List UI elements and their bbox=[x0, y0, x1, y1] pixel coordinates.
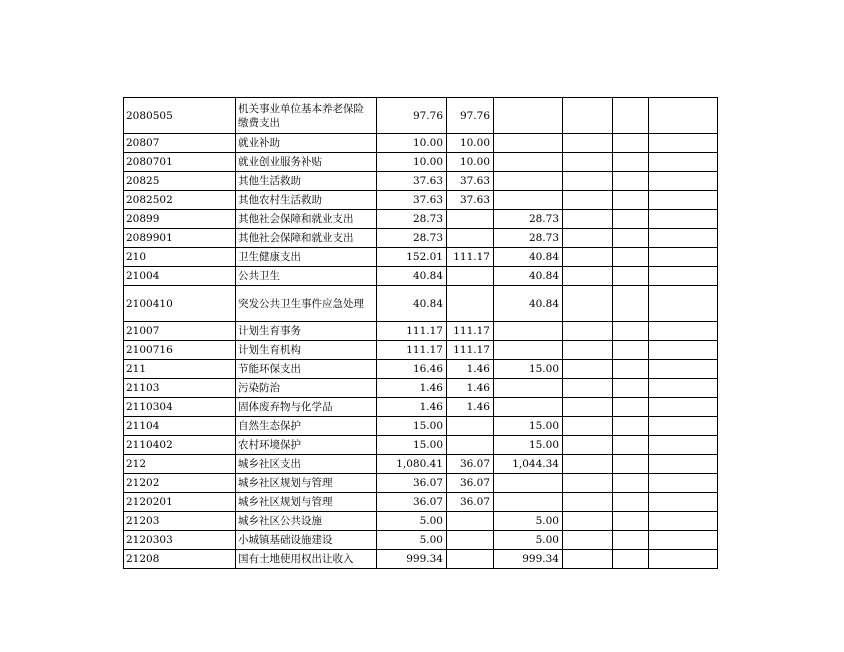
column-6-cell bbox=[563, 341, 613, 360]
column-8-cell bbox=[649, 493, 718, 512]
column-8-cell bbox=[649, 153, 718, 172]
total-amount-cell: 5.00 bbox=[377, 512, 447, 531]
table-row bbox=[124, 210, 718, 229]
total-amount-cell: 40.84 bbox=[377, 286, 447, 322]
total-amount-cell: 36.07 bbox=[377, 474, 447, 493]
project-expenditure-cell: 40.84 bbox=[494, 267, 563, 286]
account-name-cell: 农村环境保护 bbox=[236, 436, 377, 455]
total-amount-cell: 10.00 bbox=[377, 134, 447, 153]
table-row bbox=[124, 436, 718, 455]
table-row bbox=[124, 286, 718, 322]
account-code-cell: 2120201 bbox=[124, 493, 236, 512]
account-code-cell: 2080701 bbox=[124, 153, 236, 172]
table-row bbox=[124, 153, 718, 172]
account-code-cell: 21208 bbox=[124, 550, 236, 569]
total-amount-cell: 152.01 bbox=[377, 248, 447, 267]
column-8-cell bbox=[649, 417, 718, 436]
project-expenditure-cell: 40.84 bbox=[494, 286, 563, 322]
total-amount-cell: 37.63 bbox=[377, 172, 447, 191]
column-6-cell bbox=[563, 267, 613, 286]
account-code-cell: 2089901 bbox=[124, 229, 236, 248]
table-row bbox=[124, 341, 718, 360]
basic-expenditure-cell: 97.76 bbox=[447, 98, 494, 134]
column-7-cell bbox=[613, 153, 649, 172]
basic-expenditure-cell: 111.17 bbox=[447, 341, 494, 360]
column-6-cell bbox=[563, 172, 613, 191]
table-row bbox=[124, 531, 718, 550]
table-row bbox=[124, 417, 718, 436]
basic-expenditure-cell bbox=[447, 417, 494, 436]
basic-expenditure-cell: 1.46 bbox=[447, 360, 494, 379]
total-amount-cell: 10.00 bbox=[377, 153, 447, 172]
total-amount-cell: 15.00 bbox=[377, 436, 447, 455]
column-7-cell bbox=[613, 512, 649, 531]
table-row bbox=[124, 172, 718, 191]
basic-expenditure-cell: 111.17 bbox=[447, 322, 494, 341]
total-amount-cell: 16.46 bbox=[377, 360, 447, 379]
project-expenditure-cell bbox=[494, 191, 563, 210]
column-6-cell bbox=[563, 379, 613, 398]
column-7-cell bbox=[613, 134, 649, 153]
column-7-cell bbox=[613, 286, 649, 322]
column-6-cell bbox=[563, 286, 613, 322]
basic-expenditure-cell bbox=[447, 286, 494, 322]
account-code-cell: 21202 bbox=[124, 474, 236, 493]
basic-expenditure-cell bbox=[447, 436, 494, 455]
column-6-cell bbox=[563, 229, 613, 248]
account-code-cell: 20825 bbox=[124, 172, 236, 191]
table-row bbox=[124, 512, 718, 531]
project-expenditure-cell bbox=[494, 474, 563, 493]
basic-expenditure-cell: 1.46 bbox=[447, 398, 494, 417]
column-6-cell bbox=[563, 474, 613, 493]
column-6-cell bbox=[563, 134, 613, 153]
basic-expenditure-cell: 36.07 bbox=[447, 493, 494, 512]
column-7-cell bbox=[613, 436, 649, 455]
project-expenditure-cell bbox=[494, 153, 563, 172]
column-7-cell bbox=[613, 341, 649, 360]
column-7-cell bbox=[613, 267, 649, 286]
column-8-cell bbox=[649, 512, 718, 531]
project-expenditure-cell bbox=[494, 493, 563, 512]
basic-expenditure-cell: 111.17 bbox=[447, 248, 494, 267]
table-row bbox=[124, 474, 718, 493]
column-8-cell bbox=[649, 322, 718, 341]
column-8-cell bbox=[649, 172, 718, 191]
table-row bbox=[124, 134, 718, 153]
basic-expenditure-cell: 10.00 bbox=[447, 153, 494, 172]
column-8-cell bbox=[649, 341, 718, 360]
column-6-cell bbox=[563, 360, 613, 379]
total-amount-cell: 1.46 bbox=[377, 379, 447, 398]
account-code-cell: 21004 bbox=[124, 267, 236, 286]
account-name-cell: 公共卫生 bbox=[236, 267, 377, 286]
account-name-cell: 计划生育事务 bbox=[236, 322, 377, 341]
account-name-cell: 就业创业服务补贴 bbox=[236, 153, 377, 172]
project-expenditure-cell: 15.00 bbox=[494, 360, 563, 379]
account-code-cell: 210 bbox=[124, 248, 236, 267]
account-name-cell: 小城镇基础设施建设 bbox=[236, 531, 377, 550]
total-amount-cell: 1,080.41 bbox=[377, 455, 447, 474]
account-name-cell: 其他社会保障和就业支出 bbox=[236, 210, 377, 229]
column-7-cell bbox=[613, 398, 649, 417]
column-8-cell bbox=[649, 436, 718, 455]
basic-expenditure-cell: 37.63 bbox=[447, 191, 494, 210]
column-6-cell bbox=[563, 191, 613, 210]
column-8-cell bbox=[649, 550, 718, 569]
total-amount-cell: 999.34 bbox=[377, 550, 447, 569]
column-7-cell bbox=[613, 550, 649, 569]
column-6-cell bbox=[563, 322, 613, 341]
project-expenditure-cell bbox=[494, 98, 563, 134]
basic-expenditure-cell: 37.63 bbox=[447, 172, 494, 191]
column-7-cell bbox=[613, 360, 649, 379]
total-amount-cell: 15.00 bbox=[377, 417, 447, 436]
column-7-cell bbox=[613, 98, 649, 134]
column-8-cell bbox=[649, 98, 718, 134]
column-6-cell bbox=[563, 493, 613, 512]
account-code-cell: 20807 bbox=[124, 134, 236, 153]
account-code-cell: 212 bbox=[124, 455, 236, 474]
column-8-cell bbox=[649, 379, 718, 398]
column-6-cell bbox=[563, 417, 613, 436]
total-amount-cell: 111.17 bbox=[377, 322, 447, 341]
table-row bbox=[124, 360, 718, 379]
project-expenditure-cell bbox=[494, 379, 563, 398]
project-expenditure-cell bbox=[494, 134, 563, 153]
column-7-cell bbox=[613, 493, 649, 512]
basic-expenditure-cell bbox=[447, 512, 494, 531]
column-7-cell bbox=[613, 322, 649, 341]
account-code-cell: 2100716 bbox=[124, 341, 236, 360]
table-row bbox=[124, 322, 718, 341]
project-expenditure-cell: 5.00 bbox=[494, 512, 563, 531]
basic-expenditure-cell bbox=[447, 210, 494, 229]
column-8-cell bbox=[649, 398, 718, 417]
column-6-cell bbox=[563, 512, 613, 531]
total-amount-cell: 1.46 bbox=[377, 398, 447, 417]
basic-expenditure-cell: 36.07 bbox=[447, 455, 494, 474]
basic-expenditure-cell bbox=[447, 229, 494, 248]
column-7-cell bbox=[613, 474, 649, 493]
account-code-cell: 2100410 bbox=[124, 286, 236, 322]
account-name-cell: 机关事业单位基本养老保险缴费支出 bbox=[236, 98, 377, 134]
column-6-cell bbox=[563, 398, 613, 417]
account-name-cell: 城乡社区公共设施 bbox=[236, 512, 377, 531]
table-row bbox=[124, 98, 718, 134]
account-code-cell: 2082502 bbox=[124, 191, 236, 210]
basic-expenditure-cell: 36.07 bbox=[447, 474, 494, 493]
column-8-cell bbox=[649, 134, 718, 153]
column-6-cell bbox=[563, 153, 613, 172]
project-expenditure-cell: 5.00 bbox=[494, 531, 563, 550]
total-amount-cell: 40.84 bbox=[377, 267, 447, 286]
column-8-cell bbox=[649, 286, 718, 322]
project-expenditure-cell bbox=[494, 398, 563, 417]
account-name-cell: 城乡社区规划与管理 bbox=[236, 493, 377, 512]
table-row bbox=[124, 455, 718, 474]
column-8-cell bbox=[649, 360, 718, 379]
account-name-cell: 自然生态保护 bbox=[236, 417, 377, 436]
account-code-cell: 2110304 bbox=[124, 398, 236, 417]
account-name-cell: 城乡社区支出 bbox=[236, 455, 377, 474]
column-6-cell bbox=[563, 210, 613, 229]
column-8-cell bbox=[649, 455, 718, 474]
table-row bbox=[124, 550, 718, 569]
column-6-cell bbox=[563, 436, 613, 455]
column-7-cell bbox=[613, 172, 649, 191]
table-row bbox=[124, 267, 718, 286]
account-name-cell: 卫生健康支出 bbox=[236, 248, 377, 267]
column-8-cell bbox=[649, 267, 718, 286]
column-7-cell bbox=[613, 210, 649, 229]
account-name-cell: 国有土地使用权出让收入 bbox=[236, 550, 377, 569]
account-name-cell: 城乡社区规划与管理 bbox=[236, 474, 377, 493]
column-6-cell bbox=[563, 531, 613, 550]
basic-expenditure-cell: 1.46 bbox=[447, 379, 494, 398]
account-code-cell: 21203 bbox=[124, 512, 236, 531]
project-expenditure-cell bbox=[494, 172, 563, 191]
column-7-cell bbox=[613, 379, 649, 398]
account-name-cell: 节能环保支出 bbox=[236, 360, 377, 379]
project-expenditure-cell bbox=[494, 322, 563, 341]
account-code-cell: 21104 bbox=[124, 417, 236, 436]
basic-expenditure-cell bbox=[447, 531, 494, 550]
budget-table bbox=[123, 97, 718, 569]
table-row bbox=[124, 379, 718, 398]
project-expenditure-cell: 1,044.34 bbox=[494, 455, 563, 474]
account-name-cell: 计划生育机构 bbox=[236, 341, 377, 360]
account-name-cell: 污染防治 bbox=[236, 379, 377, 398]
basic-expenditure-cell bbox=[447, 550, 494, 569]
project-expenditure-cell: 15.00 bbox=[494, 417, 563, 436]
account-name-cell: 突发公共卫生事件应急处理 bbox=[236, 286, 377, 322]
account-name-cell: 其他社会保障和就业支出 bbox=[236, 229, 377, 248]
column-6-cell bbox=[563, 455, 613, 474]
project-expenditure-cell: 28.73 bbox=[494, 210, 563, 229]
account-name-cell: 其他生活救助 bbox=[236, 172, 377, 191]
account-code-cell: 21007 bbox=[124, 322, 236, 341]
project-expenditure-cell: 28.73 bbox=[494, 229, 563, 248]
column-8-cell bbox=[649, 474, 718, 493]
account-name-cell: 就业补助 bbox=[236, 134, 377, 153]
account-name-cell: 固体废弃物与化学品 bbox=[236, 398, 377, 417]
total-amount-cell: 97.76 bbox=[377, 98, 447, 134]
column-7-cell bbox=[613, 191, 649, 210]
account-code-cell: 21103 bbox=[124, 379, 236, 398]
column-8-cell bbox=[649, 531, 718, 550]
column-7-cell bbox=[613, 455, 649, 474]
account-name-cell: 其他农村生活救助 bbox=[236, 191, 377, 210]
basic-expenditure-cell: 10.00 bbox=[447, 134, 494, 153]
column-6-cell bbox=[563, 98, 613, 134]
column-7-cell bbox=[613, 531, 649, 550]
total-amount-cell: 28.73 bbox=[377, 210, 447, 229]
total-amount-cell: 36.07 bbox=[377, 493, 447, 512]
column-7-cell bbox=[613, 229, 649, 248]
table-body bbox=[124, 98, 718, 569]
account-code-cell: 2110402 bbox=[124, 436, 236, 455]
account-code-cell: 20899 bbox=[124, 210, 236, 229]
column-7-cell bbox=[613, 417, 649, 436]
total-amount-cell: 37.63 bbox=[377, 191, 447, 210]
column-8-cell bbox=[649, 191, 718, 210]
project-expenditure-cell: 40.84 bbox=[494, 248, 563, 267]
column-6-cell bbox=[563, 550, 613, 569]
table-row bbox=[124, 493, 718, 512]
column-8-cell bbox=[649, 229, 718, 248]
column-8-cell bbox=[649, 248, 718, 267]
table-row bbox=[124, 191, 718, 210]
account-code-cell: 2120303 bbox=[124, 531, 236, 550]
table-row bbox=[124, 398, 718, 417]
table-row bbox=[124, 229, 718, 248]
column-7-cell bbox=[613, 248, 649, 267]
account-code-cell: 2080505 bbox=[124, 98, 236, 134]
column-6-cell bbox=[563, 248, 613, 267]
project-expenditure-cell: 999.34 bbox=[494, 550, 563, 569]
total-amount-cell: 5.00 bbox=[377, 531, 447, 550]
total-amount-cell: 28.73 bbox=[377, 229, 447, 248]
table-row bbox=[124, 248, 718, 267]
total-amount-cell: 111.17 bbox=[377, 341, 447, 360]
account-code-cell: 211 bbox=[124, 360, 236, 379]
project-expenditure-cell: 15.00 bbox=[494, 436, 563, 455]
project-expenditure-cell bbox=[494, 341, 563, 360]
column-8-cell bbox=[649, 210, 718, 229]
basic-expenditure-cell bbox=[447, 267, 494, 286]
